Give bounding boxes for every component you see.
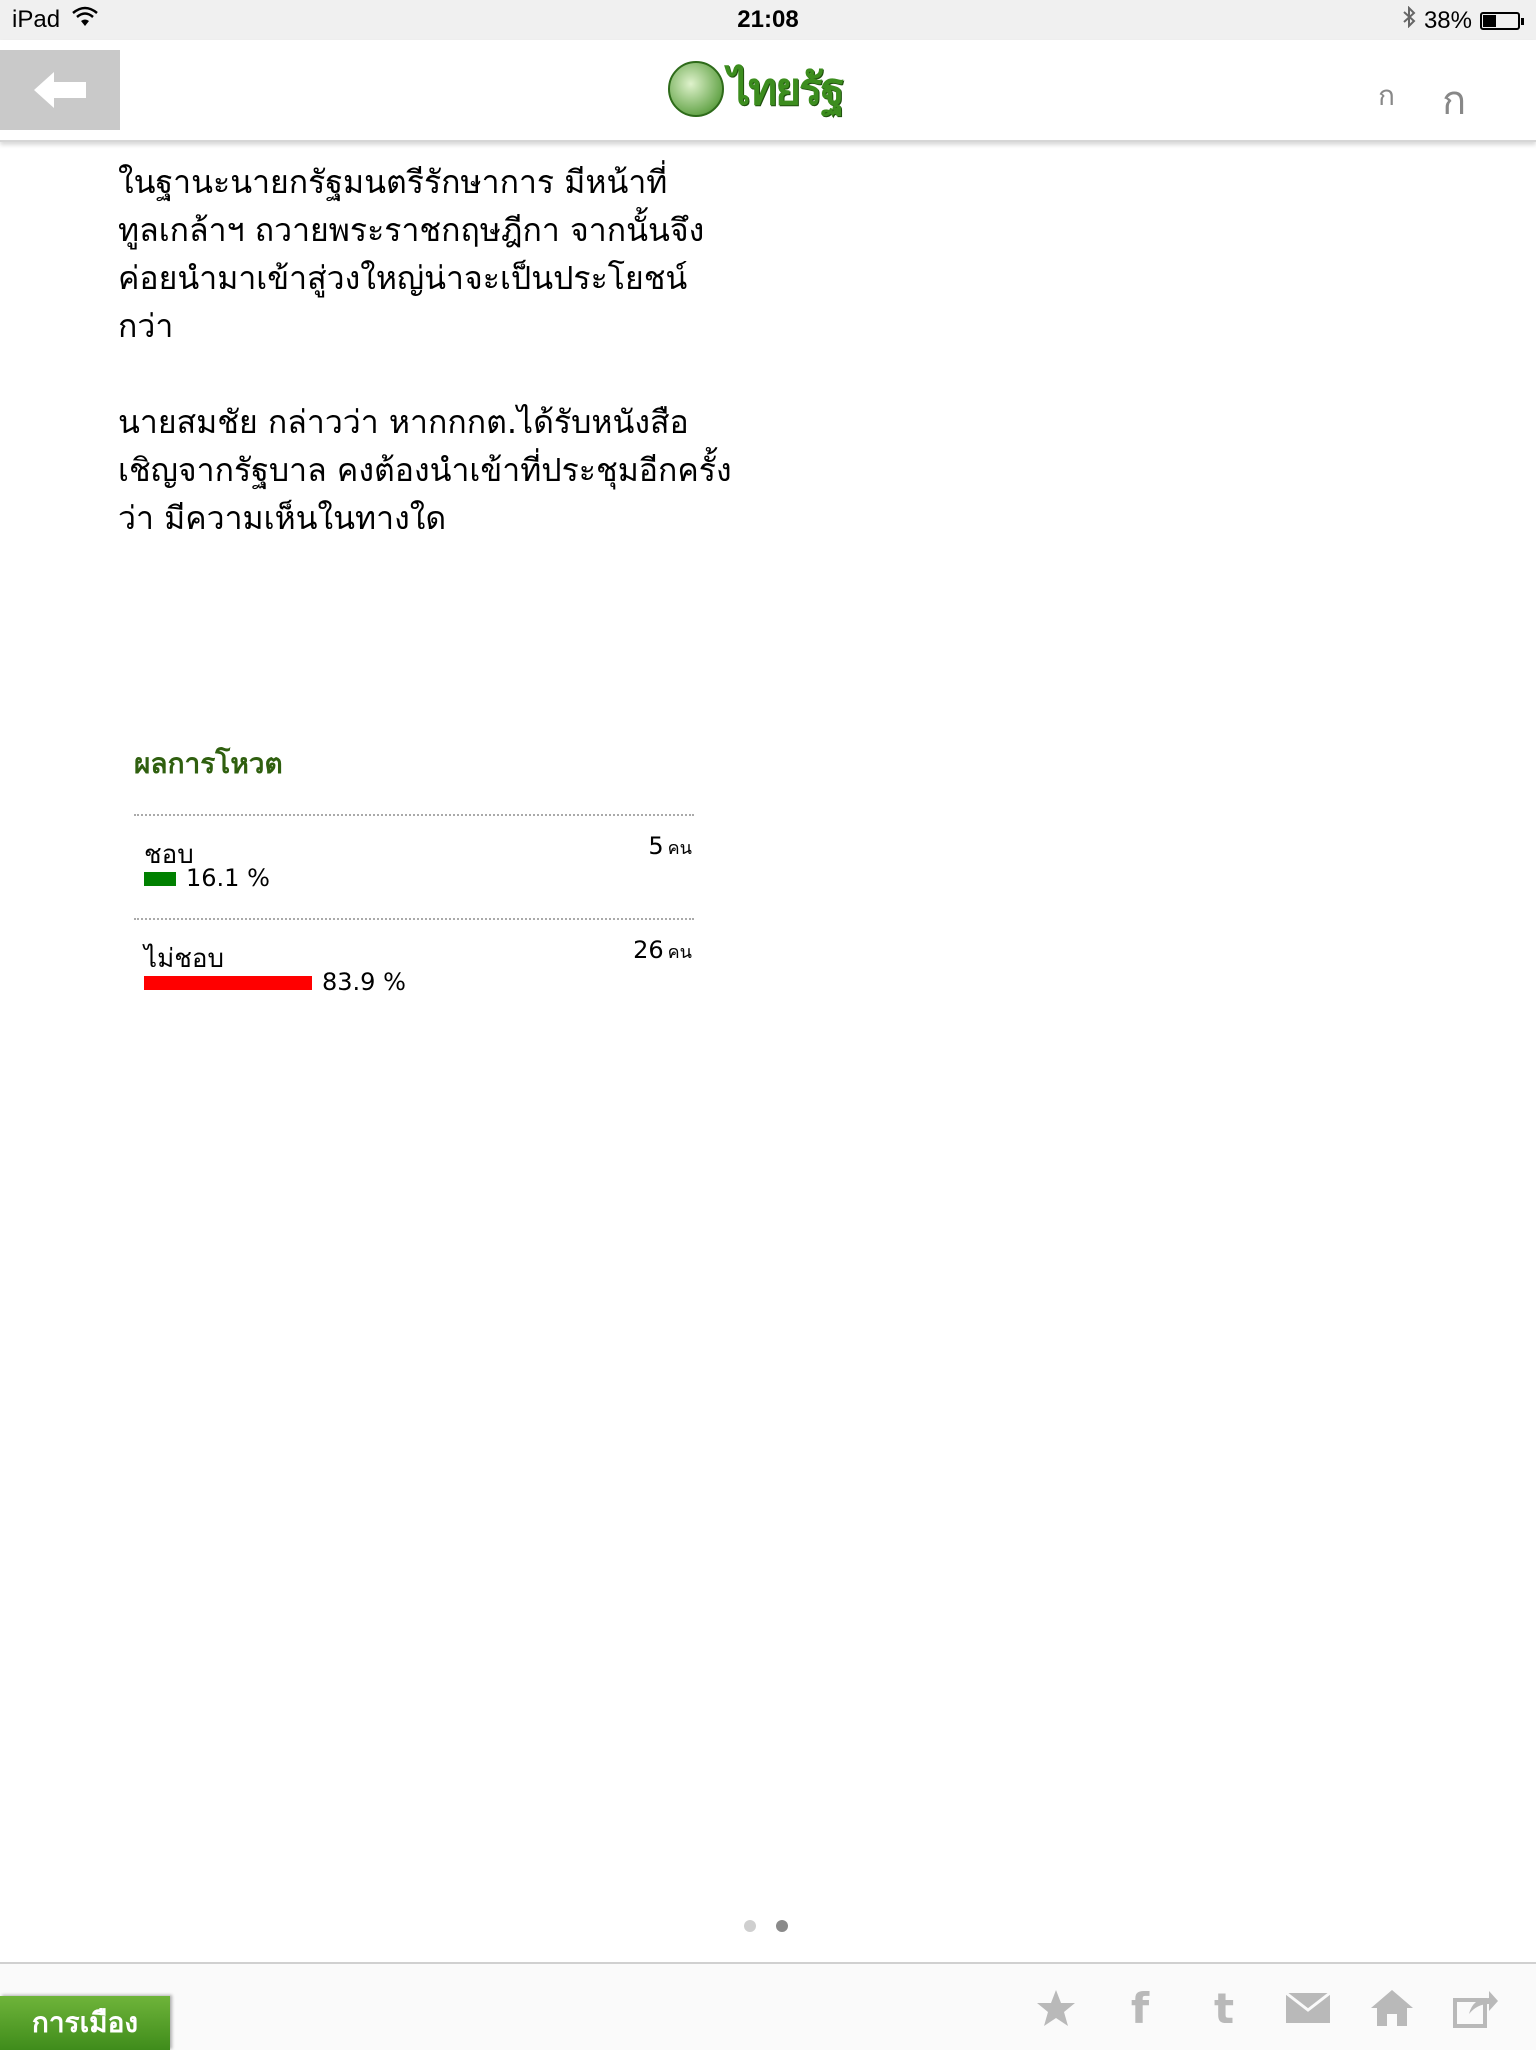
poll-option-count: 5 คน [648,832,692,860]
back-arrow-icon [32,70,88,110]
battery-icon [1480,12,1520,30]
poll-option-count: 26 คน [633,936,692,964]
logo-text: ไทยรัฐ [728,64,843,115]
increase-font-button[interactable]: ก [1442,78,1467,124]
twitter-icon[interactable]: t [1213,1983,1235,2033]
poll-bar-like [144,872,176,886]
poll-title: ผลการโหวต [134,747,283,780]
poll-results [134,742,694,1024]
poll-option-label: ชอบ [144,840,194,870]
star-icon[interactable] [1032,1986,1080,2030]
logo-emblem-icon [668,61,724,117]
thairath-logo [668,54,868,124]
poll-option-label: ไม่ชอบ [144,944,224,974]
device-name: iPad [12,6,61,33]
page-dot-1[interactable] [744,1920,756,1932]
page-indicator [744,1920,788,1932]
clock: 21:08 [737,6,799,33]
share-icon[interactable] [1452,1986,1500,2030]
article-body [118,158,738,590]
bluetooth-icon [1402,6,1416,35]
article-paragraph: นายสมชัย กล่าวว่า หากกกต.ได้รับหนังสือเชิญจากรัฐบาล คงต้องนำเข้าที่ประชุมอีกครั้งว่า มีความเห็นในทางใด [118,403,732,537]
battery-percent: 38% [1423,6,1472,34]
poll-bar-dislike [144,976,312,990]
share-toolbar [1032,1983,1500,2033]
nav-bar [0,40,1536,142]
mail-icon[interactable] [1284,1986,1332,2030]
decrease-font-button[interactable]: ก [1378,79,1395,112]
poll-option-percent: 16.1 % [186,864,270,892]
article-paragraph: ในฐานะนายกรัฐมนตรีรักษาการ มีหน้าที่ทูลเกล้าฯ ถวายพระราชกฤษฎีกา จากนั้นจึงค่อยนำมาเข้าสู่วงใหญ่น่าจะเป็นประโยชน์กว่า [118,163,705,345]
back-button[interactable] [0,50,120,130]
poll-option-dislike [134,920,694,1024]
facebook-icon[interactable]: f [1130,1983,1150,2033]
bottom-bar [0,1962,1536,2050]
poll-option-like [134,816,694,920]
page-dot-2[interactable] [776,1920,788,1932]
home-icon[interactable] [1368,1986,1416,2030]
category-tab[interactable]: การเมือง [0,1996,170,2050]
poll-option-percent: 83.9 % [322,968,406,996]
status-bar [0,0,1536,40]
